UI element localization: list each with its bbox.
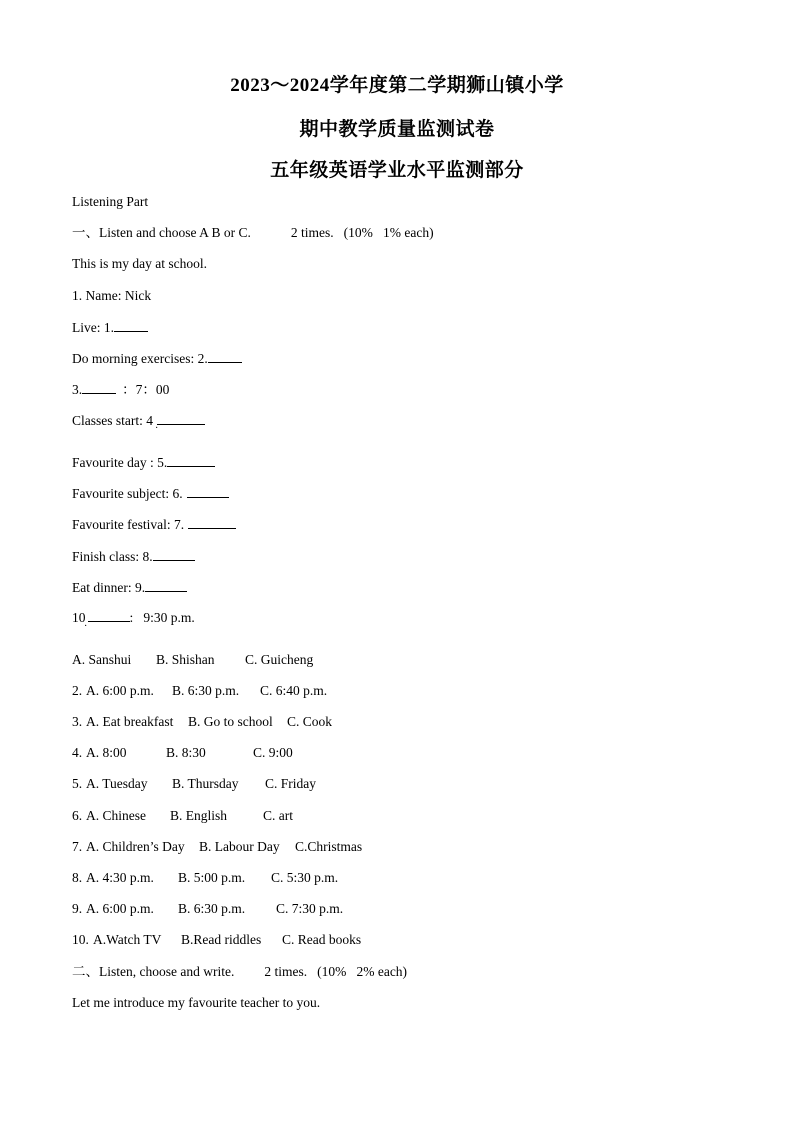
option-b: B. Labour Day [199, 839, 280, 854]
section1-heading [72, 225, 434, 241]
option-num: 7. [72, 839, 83, 854]
q3-time: ：7：00 [122, 382, 170, 397]
live-line [72, 319, 148, 336]
name-line: 1. Name: Nick [72, 288, 152, 303]
section1-intro: This is my day at school. [72, 256, 207, 271]
q3-label: 3. [72, 382, 83, 397]
option-row [72, 808, 472, 824]
option-a: A. Chinese [86, 808, 146, 823]
exam-title-line2: 期中教学质量监测试卷 [299, 119, 495, 140]
answer-blank-1 [114, 319, 148, 332]
option-c: C.Christmas [295, 839, 363, 854]
option-row [72, 683, 472, 699]
option-row [72, 745, 472, 761]
option-c: C. Guicheng [245, 652, 314, 667]
subject-label: Favourite subject: 6. [72, 486, 183, 501]
section2-score: (10% 2% each) [317, 964, 408, 979]
q3-line [72, 381, 169, 398]
option-num: 6. [72, 808, 83, 823]
answer-blank-4 [157, 412, 205, 425]
answer-blank-7 [188, 516, 236, 529]
classes-line [72, 412, 205, 429]
answer-blank-3 [82, 381, 116, 394]
festival-line [72, 516, 236, 533]
subject-line [72, 485, 229, 502]
option-a: A. 6:00 p.m. [86, 683, 154, 698]
option-b: B. Thursday [172, 776, 239, 791]
option-a: A. 8:00 [86, 745, 127, 760]
option-c: C. 9:00 [253, 745, 293, 760]
section1-title: 一、Listen and choose A B or C. [72, 225, 251, 240]
option-c: C. 5:30 p.m. [271, 870, 339, 885]
option-a: A. 4:30 p.m. [86, 870, 154, 885]
q10-label: 10 [72, 610, 86, 625]
option-c: C. 6:40 p.m. [260, 683, 328, 698]
classes-label: Classes start: 4 [72, 413, 153, 428]
festival-label: Favourite festival: 7. [72, 517, 185, 532]
exam-title-line1: 2023～2024学年度第二学期狮山镇小学 [230, 75, 564, 96]
dinner-line [72, 579, 187, 596]
option-c: C. art [263, 808, 293, 823]
option-c: C. Friday [265, 776, 317, 791]
option-c: C. Read books [282, 932, 362, 947]
option-num: 8. [72, 870, 83, 885]
dot-mark: · [84, 621, 88, 632]
option-b: B. 5:00 p.m. [178, 870, 246, 885]
section1-score: (10% 1% each) [343, 225, 434, 240]
finish-label: Finish class: 8. [72, 549, 153, 564]
option-a: A.Watch TV [93, 932, 162, 947]
option-num: 10. [72, 932, 89, 947]
exercise-label: Do morning exercises: 2. [72, 351, 208, 366]
option-b: B. 6:30 p.m. [178, 901, 246, 916]
option-b: B. Go to school [188, 714, 273, 729]
option-num: 3. [72, 714, 83, 729]
answer-blank-5 [167, 454, 215, 467]
answer-blank-10 [88, 609, 130, 622]
option-b: B. 8:30 [166, 745, 206, 760]
section2-times: 2 times. [264, 964, 308, 979]
exam-title-line3: 五年级英语学业水平监测部分 [270, 160, 524, 181]
option-num: 9. [72, 901, 83, 916]
option-a: A. Sanshui [72, 652, 132, 667]
section2-title: 二、Listen, choose and write. [72, 964, 235, 979]
option-row [72, 901, 472, 917]
answer-blank-2 [208, 350, 242, 363]
option-num: 2. [72, 683, 83, 698]
finish-line [72, 548, 195, 565]
option-c: C. Cook [287, 714, 333, 729]
option-num: 5. [72, 776, 83, 791]
option-b: B. 6:30 p.m. [172, 683, 240, 698]
option-num: 4. [72, 745, 83, 760]
listening-part-label: Listening Part [72, 194, 149, 209]
dot-mark: · [155, 423, 159, 434]
option-row [72, 839, 472, 855]
option-a: A. Eat breakfast [86, 714, 174, 729]
option-c: C. 7:30 p.m. [276, 901, 344, 916]
option-row [72, 932, 472, 948]
q10-line [72, 609, 195, 626]
option-row [72, 652, 472, 668]
answer-blank-9 [145, 579, 187, 592]
option-row [72, 714, 472, 730]
q10-time: : 9:30 p.m. [129, 610, 195, 625]
day-line [72, 454, 215, 471]
option-a: A. 6:00 p.m. [86, 901, 154, 916]
answer-blank-6 [187, 485, 229, 498]
option-b: B. English [170, 808, 228, 823]
option-b: B.Read riddles [181, 932, 262, 947]
exercise-line [72, 350, 242, 367]
dinner-label: Eat dinner: 9. [72, 580, 146, 595]
answer-blank-8 [153, 548, 195, 561]
option-b: B. Shishan [156, 652, 215, 667]
option-a: A. Children’s Day [86, 839, 185, 854]
live-label: Live: 1. [72, 320, 114, 335]
option-a: A. Tuesday [86, 776, 148, 791]
section1-times: 2 times. [290, 225, 334, 240]
option-row [72, 776, 472, 792]
day-label: Favourite day : 5. [72, 455, 168, 470]
option-row [72, 870, 472, 886]
section2-intro: Let me introduce my favourite teacher to you. [72, 995, 321, 1010]
section2-heading [72, 964, 407, 980]
